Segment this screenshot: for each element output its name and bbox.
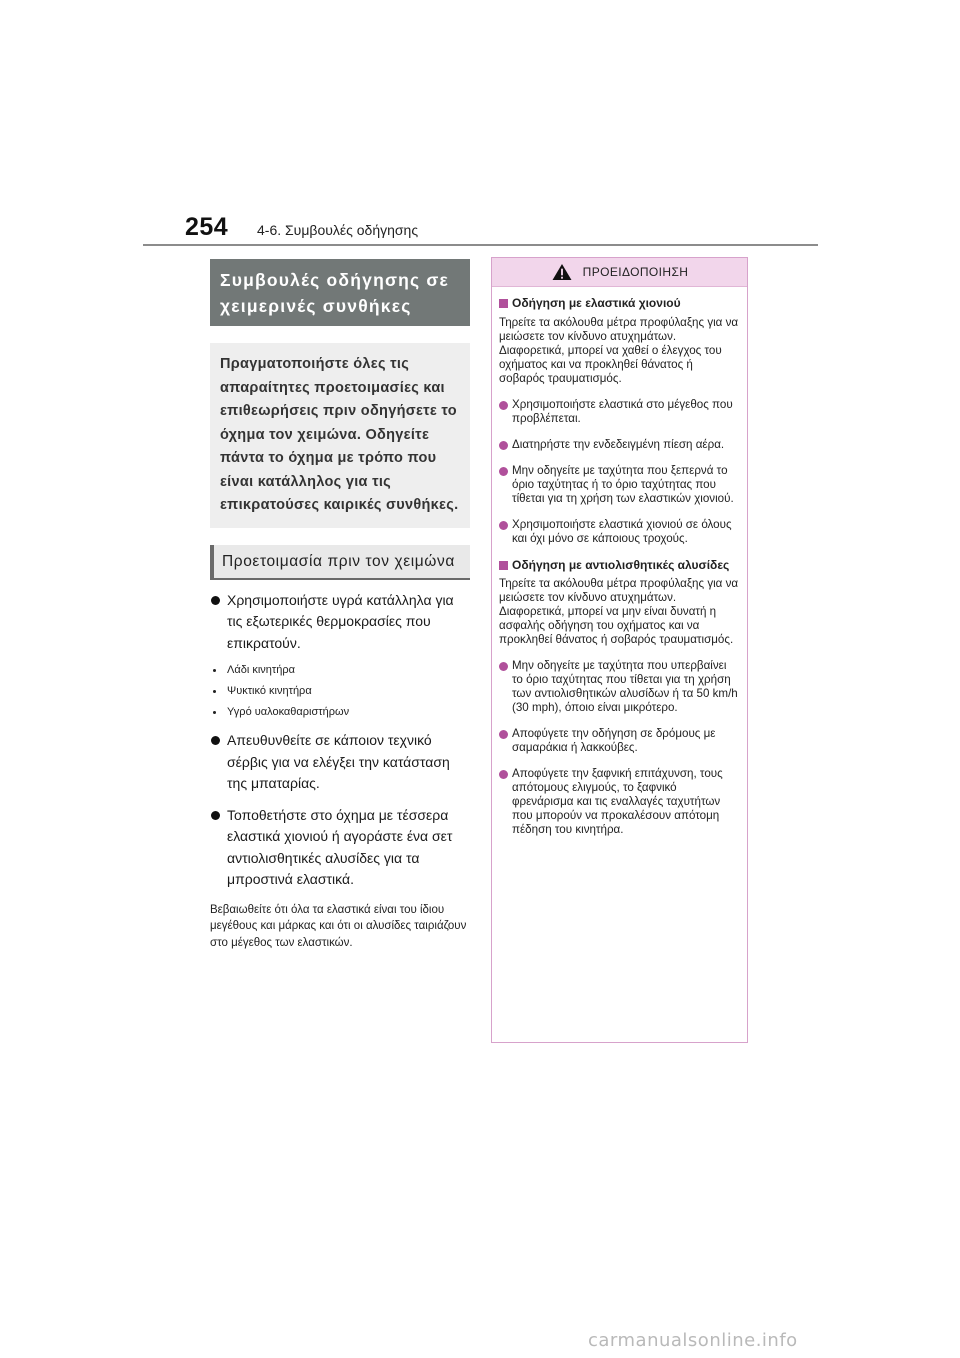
warning-item bbox=[499, 518, 740, 546]
watermark: carmanualsonline.info bbox=[588, 1330, 798, 1351]
list-item bbox=[210, 684, 470, 699]
note-text: Βεβαιωθείτε ότι όλα τα ελαστικά είναι του ίδιου μεγέθους και μάρκας και ότι οι αλυσίδες ταιριάζουν στο μέγεθος των ελαστικών. bbox=[210, 903, 467, 950]
page-header bbox=[185, 213, 418, 242]
warning-item bbox=[499, 398, 740, 426]
dot-bullet-icon bbox=[499, 467, 508, 476]
intro-text: Πραγματοποιήστε όλες τις απαραίτητες προετοιμασίες και επιθεωρήσεις πριν οδηγήσετε το όχημα τον χειμώνα. Οδηγείτε πάντα το όχημα με τρόπο που είναι κατάλληλος για τις επικρατούσες καιρικές συνθήκες. bbox=[210, 343, 470, 528]
topic-title: Συμβουλές οδήγησης σε χειμερινές συνθήκες bbox=[210, 259, 470, 326]
warning-paragraph: Τηρείτε τα ακόλουθα μέτρα προφύλαξης για να μειώσετε τον κίνδυνο ατυχημάτων. Διαφορετικά, μπορεί να χαθεί ο έλεγχος του οχήματος και να προκληθεί θάνατος ή σοβαρός τραυματισμός. bbox=[499, 315, 739, 385]
square-bullet-icon bbox=[499, 299, 508, 308]
warning-item-text: Μην οδηγείτε με ταχύτητα που υπερβαίνει το όριο ταχύτητας που τίθεται για τη χρήση των αντιολισθητικών αλυσίδων ή τα 50 km/h (30 mph), όποιο είναι μικρότερο. bbox=[512, 659, 738, 714]
dot-bullet-icon bbox=[499, 521, 508, 530]
warning-item-text: Χρησιμοποιήστε ελαστικά χιονιού σε όλους και όχι μόνο σε κάποιους τροχούς. bbox=[512, 517, 732, 545]
warning-item-text: Αποφύγετε την ξαφνική επιτάχυνση, τους απότομους ελιγμούς, το ξαφνικό φρενάρισμα και τις εναλλαγές ταχυτήτων που μπορούν να προκαλέσουν απότομη πέδηση του κινητήρα. bbox=[512, 767, 723, 836]
square-bullet-icon bbox=[499, 561, 508, 570]
list-item bbox=[210, 663, 470, 678]
bullet-icon bbox=[211, 596, 220, 605]
bullet-icon bbox=[211, 736, 220, 745]
bullet-item bbox=[210, 805, 470, 891]
warning-item-text: Διατηρήστε την ενδεδειγμένη πίεση αέρα. bbox=[512, 437, 725, 451]
list-item-text: Ψυκτικό κινητήρα bbox=[227, 685, 312, 697]
bullet-item bbox=[210, 590, 470, 655]
small-bullet-icon bbox=[213, 690, 216, 693]
warning-item bbox=[499, 727, 740, 755]
warning-body bbox=[492, 287, 747, 837]
dot-bullet-icon bbox=[499, 441, 508, 450]
warning-item bbox=[499, 438, 740, 452]
bullet-text: Απευθυνθείτε σε κάποιον τεχνικό σέρβις για να ελέγξει την κατάσταση της μπαταρίας. bbox=[227, 732, 450, 791]
list-item-text: Υγρό υαλοκαθαριστήρων bbox=[227, 706, 350, 718]
warning-box bbox=[491, 257, 748, 1043]
warning-item bbox=[499, 464, 740, 506]
subheading-text: Οδήγηση με αντιολισθητικές αλυσίδες bbox=[512, 557, 730, 572]
dot-bullet-icon bbox=[499, 730, 508, 739]
bullet-text: Τοποθετήστε στο όχημα με τέσσερα ελαστικά χιονιού ή αγοράστε ένα σετ αντιολισθητικές αλυσίδες για τα μπροστινά ελαστικά. bbox=[227, 806, 453, 887]
dot-bullet-icon bbox=[499, 770, 508, 779]
subheading-text: Οδήγηση με ελαστικά χιονιού bbox=[512, 296, 681, 310]
warning-title: ΠΡΟΕΙΔΟΠΟΙΗΣΗ bbox=[582, 265, 689, 279]
header-divider bbox=[143, 244, 818, 246]
bullet-item bbox=[210, 730, 470, 795]
warning-item-text: Αποφύγετε την οδήγηση σε δρόμους με σαμαράκια ή λακκούβες. bbox=[512, 727, 716, 754]
warning-item-text: Μην οδηγείτε με ταχύτητα που ξεπερνά το όριο ταχύτητας ή το όριο ταχύτητας που τίθεται για τη χρήση των ελαστικών χιονιού. bbox=[512, 463, 734, 505]
dot-bullet-icon bbox=[499, 401, 508, 410]
bullet-text: Χρησιμοποιήστε υγρά κατάλληλα για τις εξωτερικές θερμοκρασίες που επικρατούν. bbox=[227, 591, 454, 651]
small-bullet-icon bbox=[213, 711, 216, 714]
warning-item bbox=[499, 767, 740, 837]
left-column bbox=[210, 259, 470, 952]
small-bullet-icon bbox=[213, 669, 216, 672]
warning-item-text: Χρησιμοποιήστε ελαστικά στο μέγεθος που προβλέπεται. bbox=[512, 397, 733, 425]
section-title: 4-6. Συμβουλές οδήγησης bbox=[257, 222, 419, 238]
page-number: 254 bbox=[185, 213, 229, 241]
list-item-text: Λάδι κινητήρα bbox=[227, 664, 295, 676]
warning-header bbox=[492, 258, 747, 287]
dot-bullet-icon bbox=[499, 662, 508, 671]
list-item bbox=[210, 705, 470, 720]
warning-icon bbox=[551, 263, 573, 281]
warning-subheading bbox=[499, 296, 740, 311]
fluid-list bbox=[210, 663, 470, 720]
section-subheading: Προετοιμασία πριν τον χειμώνα bbox=[210, 545, 470, 580]
bullet-icon bbox=[211, 811, 220, 820]
warning-paragraph: Τηρείτε τα ακόλουθα μέτρα προφύλαξης για να μειώσετε τον κίνδυνο ατυχημάτων. Διαφορετικά, μπορεί να μην είναι δυνατή η ασφαλής οδήγηση του οχήματος και να προκληθεί θάνατος ή σοβαρός τραυματισμός. bbox=[499, 577, 739, 646]
warning-item bbox=[499, 659, 740, 715]
warning-subheading bbox=[499, 558, 740, 573]
